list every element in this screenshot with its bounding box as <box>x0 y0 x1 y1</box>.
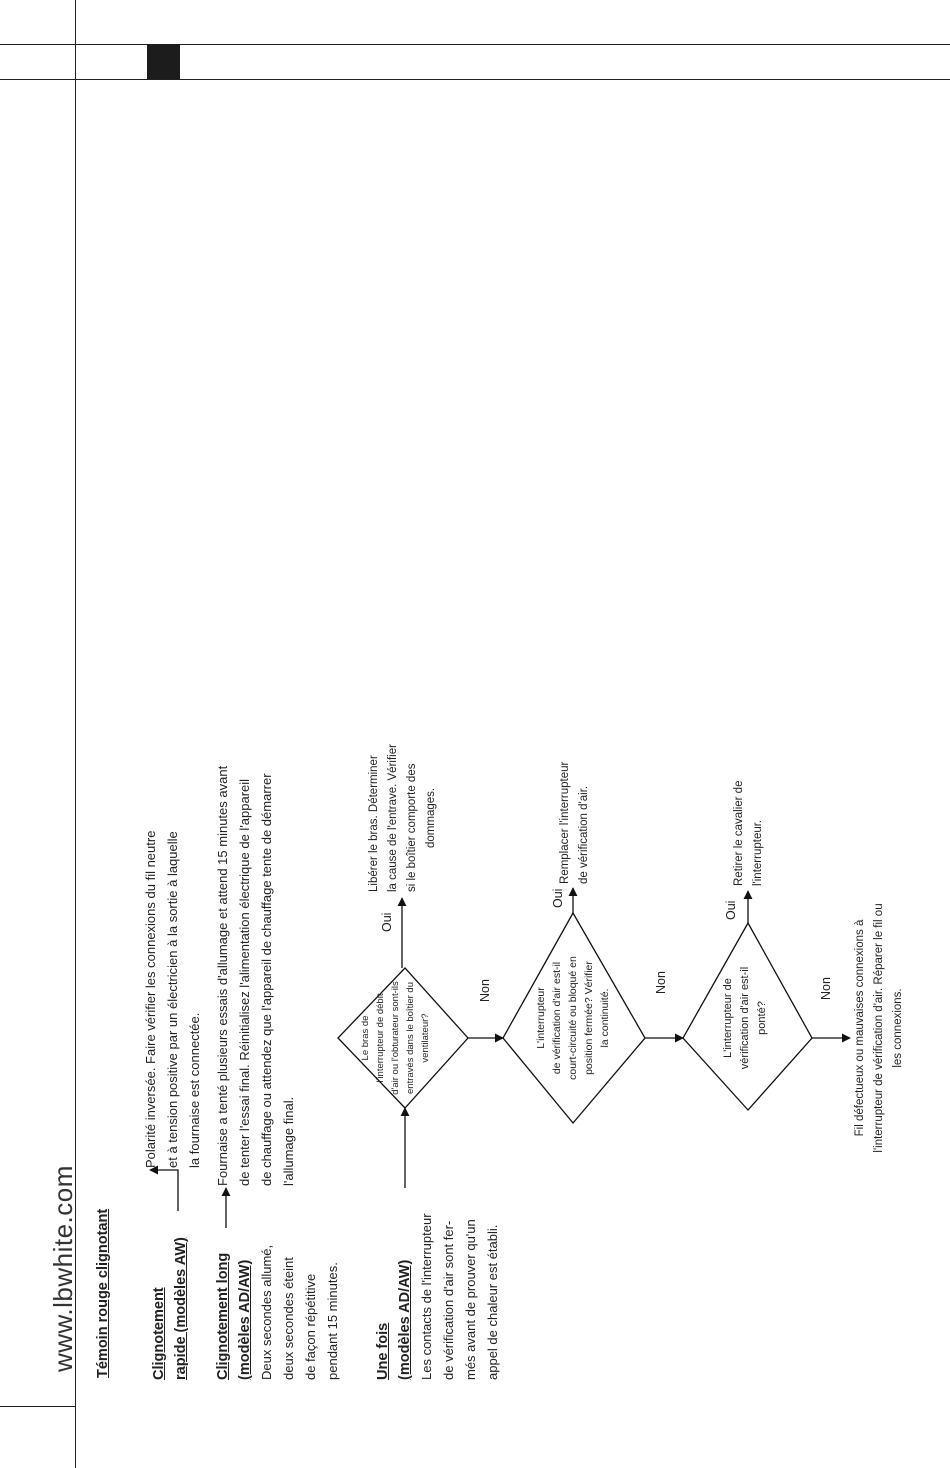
yes-action-1: Libérer le bras. Déterminer la cause de l'entrave. Vérifier si le boîtier comporte des dommages. <box>368 744 437 892</box>
result-long-line4: l'allumage final. <box>281 1096 296 1186</box>
decision-question-3: L'interrupteur de vérification d'air est-il ponté? <box>722 966 768 1070</box>
result-fast-line1: Polarité inversée. Faire vérifier les connexions du fil neutre <box>143 830 158 1168</box>
description-once-line1: Les contacts de l'interrupteur <box>419 1213 434 1380</box>
yes-action-2: Remplacer l'interrupteur de vérification d'air. <box>559 761 590 884</box>
description-long-line4: pendant 15 minutes. <box>325 1262 340 1380</box>
result-fast-line2: et à tension positive par un électricien à la sortie à laquelle <box>165 831 180 1168</box>
no-label-3: Non <box>819 977 833 1000</box>
yes-label-1: Oui <box>380 912 394 932</box>
result-long-line1: Fournaise a tenté plusieurs essais d'allumage et attend 15 minutes avant <box>215 765 230 1186</box>
website-url: www.lbwhite.com <box>48 1165 78 1372</box>
section-title: Témoin rouge clignotant <box>95 1208 111 1378</box>
description-long-line3: de façon répétitive <box>303 1273 318 1380</box>
description-once-line3: més avant de prouver qu'un <box>463 1219 478 1380</box>
decision-question-1: Le bras de l'interrupteur de débit d'air ou l'obturateur sont-ils entravés dans le boîtier du ventilateur? <box>360 981 431 1095</box>
no-label-1: Non <box>478 979 492 1002</box>
description-long-line2: deux secondes éteint <box>281 1257 296 1380</box>
result-fast-line3: la fournaise est connectée. <box>187 1012 202 1168</box>
yes-action-3: Retirer le cavalier de l'interrupteur. <box>733 780 764 886</box>
code-heading-fast-line1: Clignotement <box>151 1287 167 1380</box>
code-heading-long-line2: (modèles AD/AW) <box>237 1259 253 1380</box>
yes-label-3: Oui <box>724 900 738 920</box>
description-once-line4: appel de chaleur est établi. <box>485 1224 500 1380</box>
code-heading-once-line2: (modèles AD/AW) <box>397 1259 413 1380</box>
description-once-line2: de vérification d'air sont fer- <box>441 1220 456 1380</box>
result-long-line3: de chauffage ou attendez que l'appareil de chauffage tente de démarrer <box>259 773 274 1186</box>
final-action: Fil défectueux ou mauvaises connexions à l'interrupteur de vérification d'air. Réparer le fil ou les connexions. <box>854 903 904 1153</box>
description-long-line1: Deux secondes allumé, <box>259 1244 274 1380</box>
arrow-fast-to-result <box>150 1170 178 1211</box>
code-heading-long-line1: Clignotement long <box>215 1252 231 1380</box>
yes-label-2: Oui <box>551 888 565 908</box>
result-long-line2: de tenter l'essai final. Réinitialisez l'alimentation électrique de l'appareil <box>237 778 252 1186</box>
code-heading-once-line1: Une fois <box>375 1322 391 1380</box>
decision-question-2: L'interrupteur de vérification d'air est-il court-circuité ou bloqué en position fermée? Vérifier la continuité. <box>535 956 611 1080</box>
no-label-2: Non <box>654 971 668 994</box>
code-heading-fast-line2: rapide (modèles AW) <box>173 1237 189 1380</box>
